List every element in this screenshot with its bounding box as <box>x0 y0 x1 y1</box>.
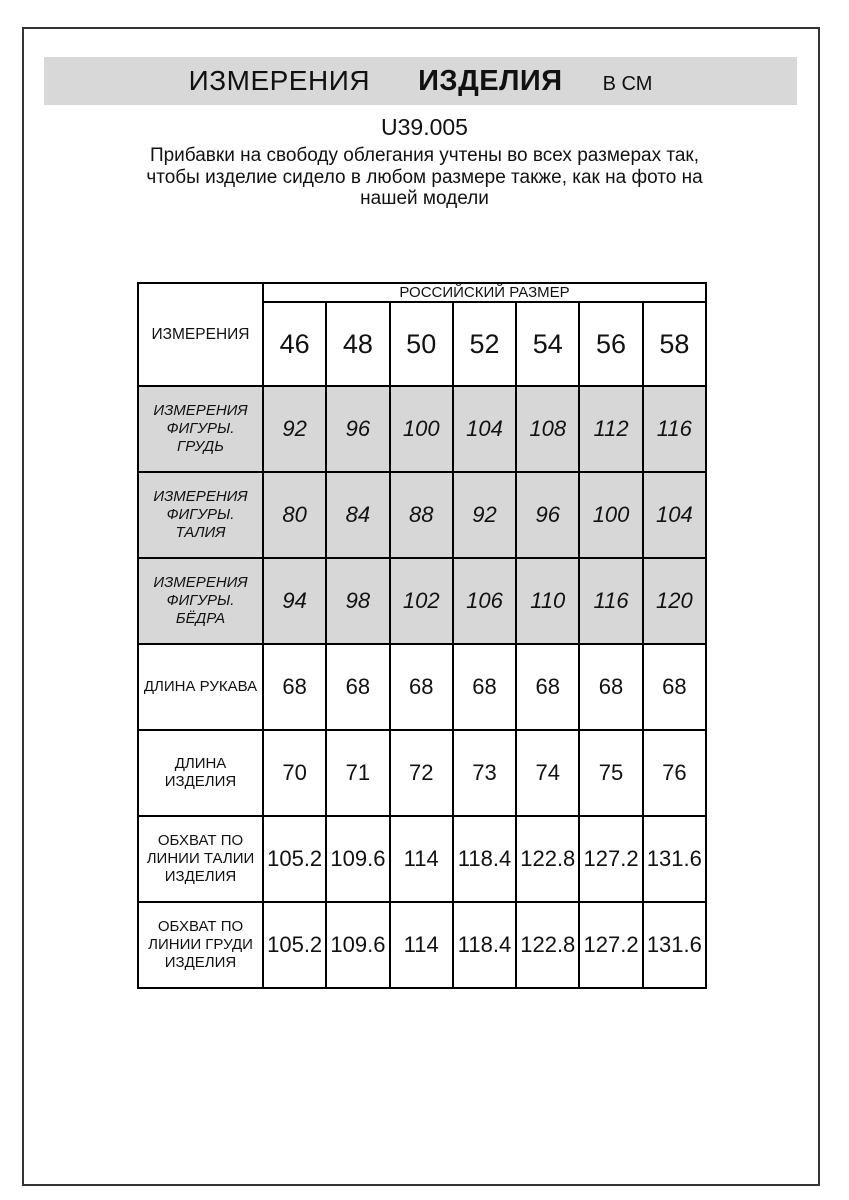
size-column-header: 46 <box>263 302 326 386</box>
value-cell: 118.4 <box>453 902 516 988</box>
table-row-waist-girth <box>138 816 706 902</box>
value-cell: 92 <box>263 386 326 472</box>
value-cell: 71 <box>326 730 389 816</box>
value-cell: 100 <box>390 386 453 472</box>
value-cell: 116 <box>579 558 642 644</box>
size-table <box>137 282 707 989</box>
row-label: ДЛИНА ИЗДЕЛИЯ <box>138 730 263 816</box>
value-cell: 68 <box>390 644 453 730</box>
value-cell: 68 <box>579 644 642 730</box>
size-column-header: 56 <box>579 302 642 386</box>
row-label: ОБХВАТ ПО ЛИНИИ ГРУДИ ИЗДЕЛИЯ <box>138 902 263 988</box>
size-column-header: 52 <box>453 302 516 386</box>
value-cell: 92 <box>453 472 516 558</box>
value-cell: 110 <box>516 558 579 644</box>
value-cell: 76 <box>643 730 706 816</box>
table-row-figure-hips <box>138 558 706 644</box>
table-header-group-row <box>138 283 706 302</box>
value-cell: 68 <box>263 644 326 730</box>
row-label: ИЗМЕРЕНИЯ ФИГУРЫ. ТАЛИЯ <box>138 472 263 558</box>
title-unit-cm: В СМ <box>602 73 653 95</box>
value-cell: 105.2 <box>263 816 326 902</box>
size-column-header: 50 <box>390 302 453 386</box>
value-cell: 127.2 <box>579 816 642 902</box>
value-cell: 84 <box>326 472 389 558</box>
value-cell: 109.6 <box>326 902 389 988</box>
value-cell: 127.2 <box>579 902 642 988</box>
table-row-sleeve-length <box>138 644 706 730</box>
value-cell: 131.6 <box>643 902 706 988</box>
value-cell: 104 <box>643 472 706 558</box>
value-cell: 68 <box>326 644 389 730</box>
value-cell: 68 <box>643 644 706 730</box>
value-cell: 100 <box>579 472 642 558</box>
table-row-figure-chest <box>138 386 706 472</box>
value-cell: 114 <box>390 816 453 902</box>
value-cell: 68 <box>453 644 516 730</box>
fit-note-line-3: нашей модели <box>360 188 489 209</box>
value-cell: 131.6 <box>643 816 706 902</box>
value-cell: 122.8 <box>516 902 579 988</box>
size-column-header: 58 <box>643 302 706 386</box>
value-cell: 73 <box>453 730 516 816</box>
size-column-header: 48 <box>326 302 389 386</box>
model-code: U39.005 <box>381 114 468 140</box>
title-product: ИЗДЕЛИЯ <box>418 65 563 97</box>
title-measurements: ИЗМЕРЕНИЯ <box>188 65 371 96</box>
corner-header-cell: ИЗМЕРЕНИЯ <box>138 283 263 386</box>
value-cell: 122.8 <box>516 816 579 902</box>
value-cell: 114 <box>390 902 453 988</box>
value-cell: 105.2 <box>263 902 326 988</box>
value-cell: 118.4 <box>453 816 516 902</box>
row-label: ИЗМЕРЕНИЯ ФИГУРЫ. БЁДРА <box>138 558 263 644</box>
table-row-item-length <box>138 730 706 816</box>
value-cell: 98 <box>326 558 389 644</box>
value-cell: 70 <box>263 730 326 816</box>
row-label: ИЗМЕРЕНИЯ ФИГУРЫ. ГРУДЬ <box>138 386 263 472</box>
value-cell: 75 <box>579 730 642 816</box>
value-cell: 68 <box>516 644 579 730</box>
value-cell: 102 <box>390 558 453 644</box>
table-row-chest-girth <box>138 902 706 988</box>
value-cell: 106 <box>453 558 516 644</box>
fit-note-line-2: чтобы изделие сидело в любом размере также, как на фото на <box>146 166 703 188</box>
value-cell: 112 <box>579 386 642 472</box>
value-cell: 96 <box>326 386 389 472</box>
value-cell: 72 <box>390 730 453 816</box>
value-cell: 80 <box>263 472 326 558</box>
size-column-header: 54 <box>516 302 579 386</box>
row-label: ОБХВАТ ПО ЛИНИИ ТАЛИИ ИЗДЕЛИЯ <box>138 816 263 902</box>
value-cell: 96 <box>516 472 579 558</box>
fit-note-line-1: Прибавки на свободу облегания учтены во всех размерах так, <box>149 145 700 166</box>
value-cell: 94 <box>263 558 326 644</box>
value-cell: 120 <box>643 558 706 644</box>
fit-note <box>0 145 849 210</box>
value-cell: 109.6 <box>326 816 389 902</box>
value-cell: 108 <box>516 386 579 472</box>
value-cell: 104 <box>453 386 516 472</box>
table-row-figure-waist <box>138 472 706 558</box>
value-cell: 88 <box>390 472 453 558</box>
title-banner <box>44 57 797 105</box>
value-cell: 116 <box>643 386 706 472</box>
row-label: ДЛИНА РУКАВА <box>138 644 263 730</box>
russian-size-group-header: РОССИЙСКИЙ РАЗМЕР <box>263 283 706 302</box>
value-cell: 74 <box>516 730 579 816</box>
